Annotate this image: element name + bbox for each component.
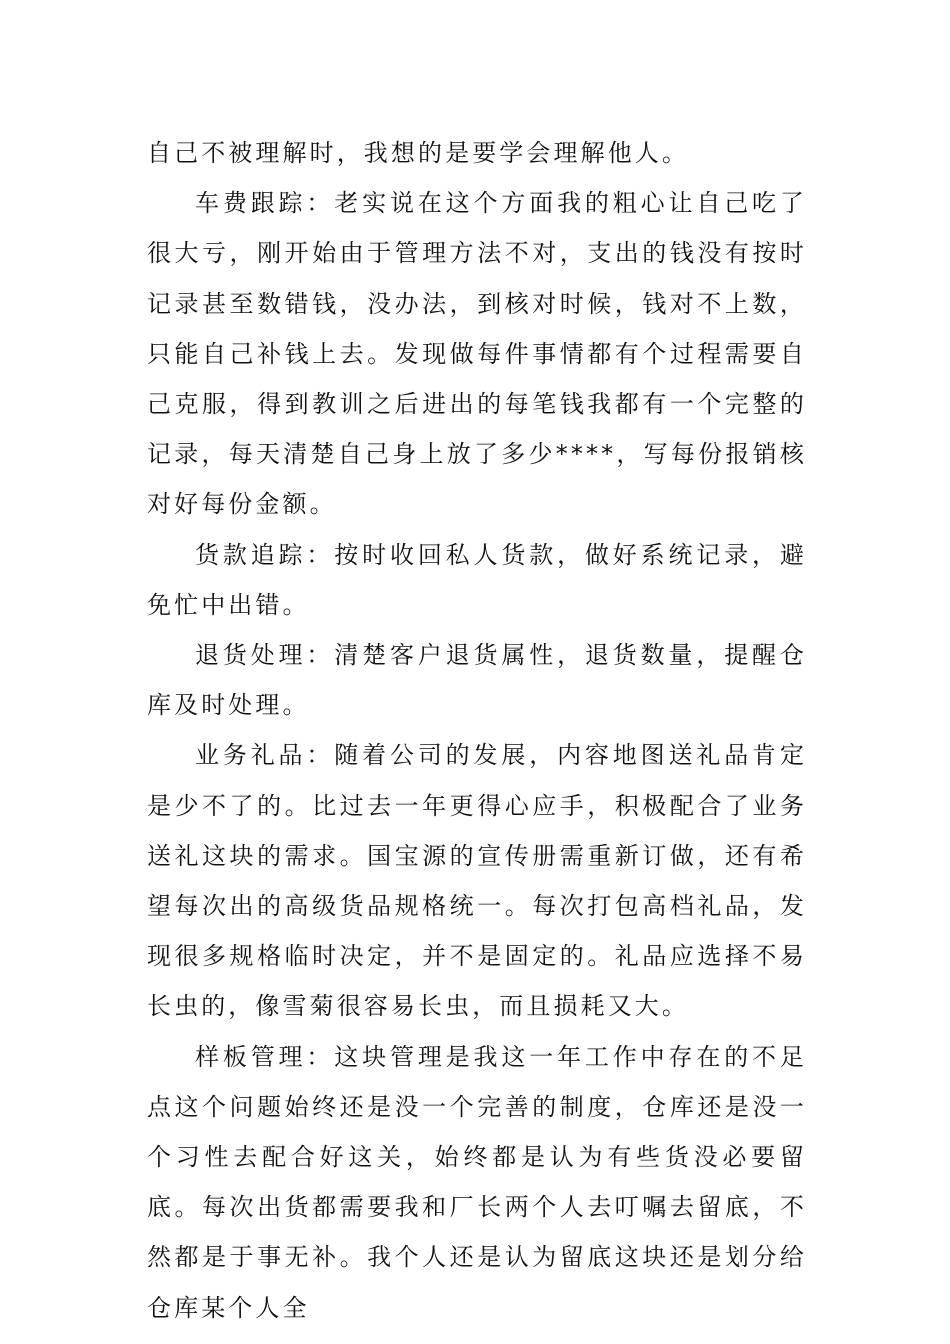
paragraph-payment-tracking: 货款追踪：按时收回私人货款，做好系统记录，避免忙中出错。 [147,540,807,619]
document-page [147,128,807,1333]
paragraph-business-gifts: 业务礼品：随着公司的发展，内容地图送礼品肯定是少不了的。比过去一年更得心应手，积极配合了业务送礼这块的需求。国宝源的宣传册需重新订做，还有希望每次出的高级货品规格统一。每次打包高档礼品，发现很多规格临时决定，并不是固定的。礼品应选择不易长虫的，像雪菊很容易长虫，而且损耗又大。 [147,741,807,1021]
paragraph-sample-management: 样板管理：这块管理是我这一年工作中存在的不足点这个问题始终还是没一个完善的制度，仓库还是没一个习性去配合好这关，始终都是认为有些货没必要留底。每次出货都需要我和厂长两个人去叮嘱去留底，不然都是于事无补。我个人还是认为留底这块还是划分给仓库某个人全 [147,1042,807,1322]
paragraph-travel-expense: 车费跟踪：老实说在这个方面我的粗心让自己吃了很大亏，刚开始由于管理方法不对，支出的钱没有按时记录甚至数错钱，没办法，到核对时候，钱对不上数，只能自己补钱上去。发现做每件事情都有个过程需要自己克服，得到教训之后进出的每笔钱我都有一个完整的记录，每天清楚自己身上放了多少****，写每份报销核对好每份金额。 [147,189,807,519]
paragraph-returns-handling: 退货处理：清楚客户退货属性，退货数量，提醒仓库及时处理。 [147,641,807,720]
paragraph-continuation: 自己不被理解时，我想的是要学会理解他人。 [147,139,689,167]
